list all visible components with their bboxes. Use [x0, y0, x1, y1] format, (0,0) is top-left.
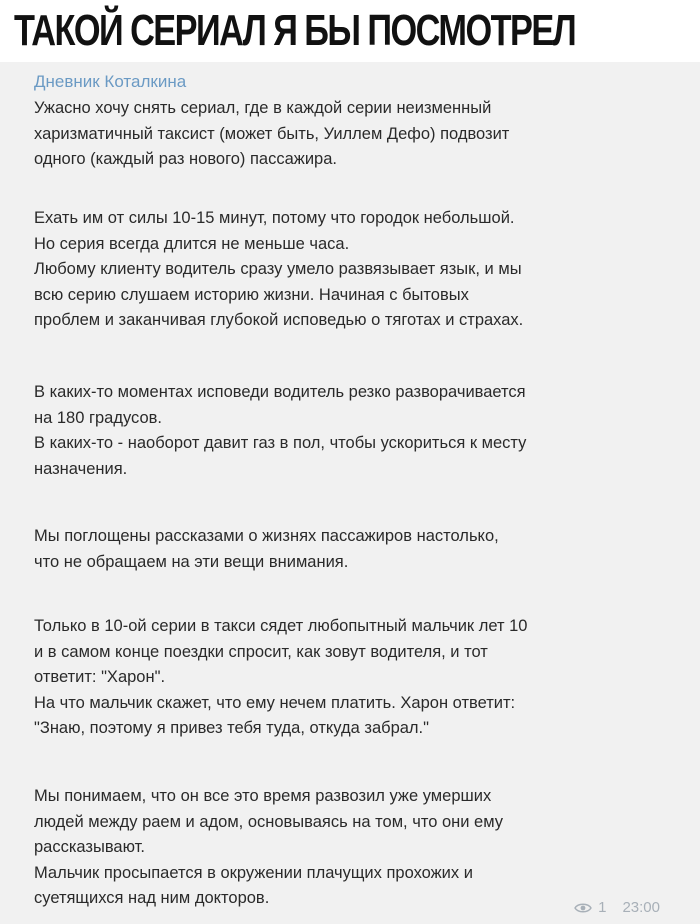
text-line: суетящихся над ним докторов.: [34, 889, 270, 907]
text-line: одного (каждый раз нового) пассажира.: [34, 150, 337, 168]
post-paragraph: [34, 380, 674, 482]
text-line: На что мальчик скажет, что ему нечем платить. Харон ответит:: [34, 693, 516, 712]
text-line: Мы поглощены рассказами о жизнях пассажиров настолько,: [34, 527, 499, 545]
post-card: [0, 62, 700, 924]
text-line: "Знаю, поэтому я привез тебя туда, откуда забрал.": [34, 719, 429, 737]
eye-icon: [574, 902, 592, 914]
channel-name[interactable]: Дневник Коталкина: [34, 72, 187, 91]
post-paragraph: [34, 784, 674, 912]
post-meta: [574, 899, 660, 916]
text-line: назначения.: [34, 459, 128, 478]
text-line: Любому клиенту водитель сразу умело развязывает язык, и мы: [34, 260, 522, 278]
post-paragraph: [34, 96, 674, 173]
post-time: 23:00: [622, 899, 660, 916]
post-paragraph: [34, 206, 674, 334]
text-line: проблем и заканчивая глубокой исповедью о тяготах и страхах.: [34, 311, 524, 329]
post-paragraph: [34, 614, 674, 742]
text-line: Только в 10-ой серии в такси сядет любопытный мальчик лет 10: [34, 617, 528, 635]
text-line: Мы понимаем, что он все это время развозил уже умерших: [34, 787, 492, 805]
text-line: Но серия всегда длится не меньше часа.: [34, 234, 350, 253]
view-count: 1: [598, 899, 607, 916]
post-paragraph: [34, 524, 674, 575]
text-line: на 180 градусов.: [34, 408, 163, 427]
text-line: рассказывают.: [34, 838, 145, 856]
text-line: В каких-то моментах исповеди водитель резко разворачивается: [34, 383, 526, 401]
text-line: харизматичный таксист (может быть, Уиллем Дефо) подвозит: [34, 124, 510, 143]
text-line: В каких-то - наоборот давит газ в пол, чтобы ускориться к месту: [34, 434, 527, 452]
text-line: ответит: "Харон".: [34, 668, 166, 686]
text-line: Ужасно хочу снять сериал, где в каждой серии неизменный: [34, 99, 492, 117]
text-line: Ехать им от силы 10-15 минут, потому что городок небольшой.: [34, 209, 515, 227]
text-line: людей между раем и адом, основываясь на том, что они ему: [34, 812, 504, 831]
headline: ТАКОЙ СЕРИАЛ Я БЫ ПОСМОТРЕЛ: [14, 6, 576, 55]
text-line: что не обращаем на эти вещи внимания.: [34, 552, 349, 571]
text-line: всю серию слушаем историю жизни. Начиная с бытовых: [34, 285, 469, 304]
text-line: Мальчик просыпается в окружении плачущих прохожих и: [34, 863, 473, 882]
text-line: и в самом конце поездки спросит, как зовут водителя, и тот: [34, 642, 488, 661]
